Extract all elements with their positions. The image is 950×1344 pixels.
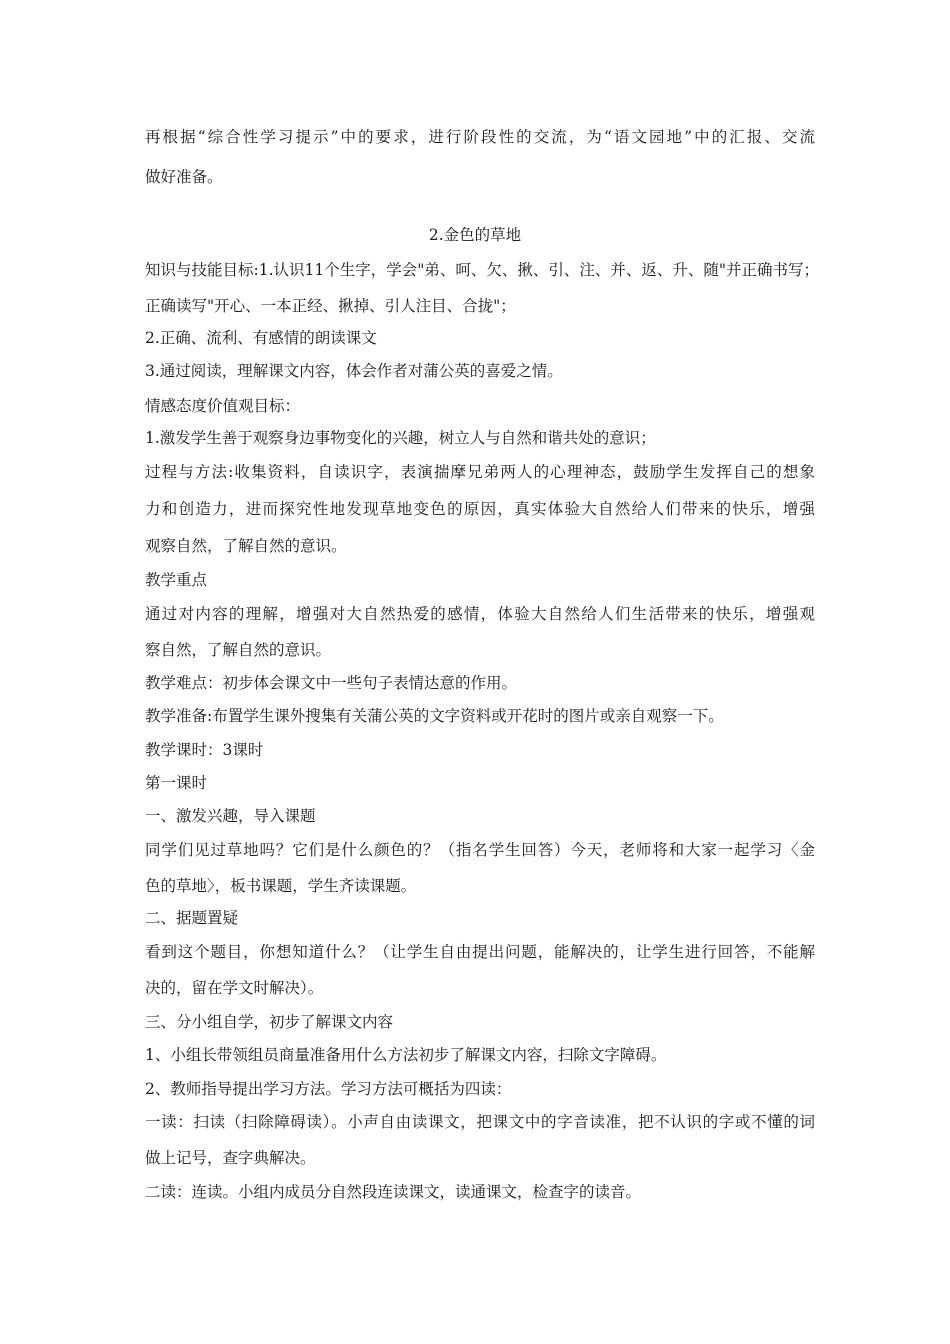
body-line: 看到这个题目，你想知道什么？（让学生自由提出问题，能解决的，让学生进行回答，不能解 [145, 943, 815, 961]
section-heading: 一、激发兴趣，导入课题 [145, 807, 316, 825]
lesson-title: 2.金色的草地 [428, 226, 522, 244]
body-line: 力和创造力，进而探究性地发现草地变色的原因，真实体验大自然给人们带来的快乐，增强 [145, 500, 815, 518]
body-line: 通过对内容的理解，增强对大自然热爱的感情，体验大自然给人们生活带来的快乐，增强观 [145, 605, 815, 623]
section-heading: 第一课时 [145, 774, 208, 792]
body-line: 2.正确、流利、有感情的朗读课文 [145, 329, 377, 347]
body-line: 色的草地〉，板书课题，学生齐读课题。 [145, 877, 417, 895]
body-line: 教学难点：初步体会课文中一些句子表情达意的作用。 [145, 674, 518, 692]
intro-line: 再根据“综合性学习提示”中的要求，进行阶段性的交流，为“语文园地”中的汇报、交流 [145, 128, 815, 146]
body-line: 一读：扫读（扫除障碍读）。小声自由读课文，把课文中的字音读准，把不认识的字或不懂的词 [145, 1113, 815, 1131]
body-line: 同学们见过草地吗？它们是什么颜色的？（指名学生回答）今天，老师将和大家一起学习〈金 [145, 841, 815, 859]
body-line: 教学课时：3课时 [145, 741, 264, 759]
body-line: 情感态度价值观目标： [145, 397, 301, 415]
body-line: 知识与技能目标:1.认识11个生字，学会"弟、呵、欠、揪、引、注、并、返、升、随"并正确书写； [145, 261, 819, 279]
body-line: 教学准备:布置学生课外搜集有关蒲公英的文字资料或开花时的图片或亲自观察一下。 [145, 707, 724, 725]
section-heading: 二、据题置疑 [145, 909, 239, 927]
body-line: 正确读写"开心、一本正经、揪掉、引人注目、合拢"； [145, 297, 516, 315]
section-heading: 三、分小组自学，初步了解课文内容 [145, 1013, 394, 1031]
body-line: 做上记号，查字典解决。 [145, 1149, 316, 1167]
body-line: 二读：连读。小组内成员分自然段连读课文，读通课文，检查字的读音。 [145, 1183, 642, 1201]
body-line: 2、教师指导提出学习方法。学习方法可概括为四读： [145, 1080, 512, 1098]
body-line: 1.激发学生善于观察身边事物变化的兴趣，树立人与自然和谐共处的意识； [145, 429, 656, 447]
body-line: 察自然，了解自然的意识。 [145, 641, 332, 659]
body-line: 3.通过阅读，理解课文内容，体会作者对蒲公英的喜爱之情。 [145, 362, 563, 380]
body-line: 过程与方法:收集资料，自读识字，表演揣摩兄弟两人的心理神态，鼓励学生发挥自己的想象 [145, 463, 815, 481]
body-line: 决的，留在学文时解决）。 [145, 979, 324, 997]
intro-line: 做好准备。 [145, 168, 223, 186]
body-line: 观察自然，了解自然的意识。 [145, 537, 347, 555]
body-line: 1、小组长带领组员商量准备用什么方法初步了解课文内容，扫除文字障碍。 [145, 1046, 667, 1064]
section-heading: 教学重点 [145, 571, 208, 589]
